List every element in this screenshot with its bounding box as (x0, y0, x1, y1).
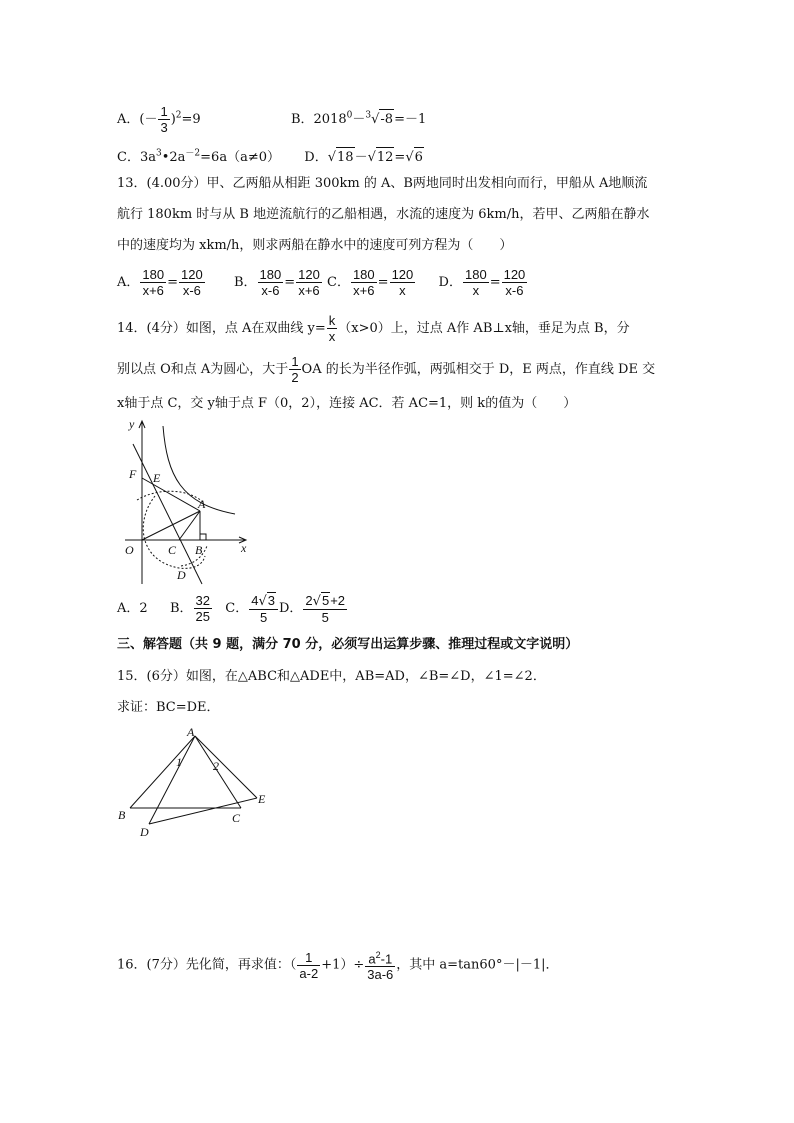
option-label: B． (233, 275, 257, 290)
exponent: －2 (185, 149, 201, 159)
label-e: E (153, 471, 161, 485)
option-label: B． (169, 601, 193, 616)
radical-sign: √ (367, 150, 376, 166)
segment-de (149, 798, 257, 824)
equals-sign: = (394, 150, 406, 166)
q14-figure (117, 416, 257, 586)
q14-option-c (225, 593, 279, 625)
label-f: F (129, 467, 137, 481)
exponent: 0 (346, 110, 353, 121)
q14-option-a: A．2 (117, 601, 148, 616)
q15-line-1: 15．(6分）如图，在△ABC和△ADE中，AB=AD，∠B=∠D，∠1=∠2． (117, 669, 546, 684)
label-b: B (118, 808, 126, 822)
q16-line (117, 948, 558, 982)
q14-line-2 (117, 354, 655, 385)
segment-ae (195, 736, 257, 798)
fraction: $\frac{180}{x-6}$ (259, 267, 282, 298)
q14-option-b (169, 593, 213, 624)
question-text: 别以点 O和点 A为圆心，大于 (117, 362, 289, 377)
fraction: $\frac{120}{x+6}$ (298, 267, 320, 298)
fraction: $\frac{1}{3}$ (160, 104, 168, 135)
q13-option-a: A． $\frac{180}{x+6}$ = $\frac{120}{x-6}$ (117, 267, 203, 298)
option-text: 3a (139, 150, 156, 166)
label-c: C (232, 811, 241, 825)
label-e: E (258, 792, 266, 806)
question-text: OA 的长为半径作弧，两弧相交于 D，E 两点，作直线 DE 交 (301, 362, 656, 377)
arc-from-a (137, 491, 203, 502)
exponent: 3 (155, 149, 162, 159)
label-o: O (125, 543, 134, 557)
option-label: D． (304, 150, 328, 166)
q13-option-b: B． $\frac{180}{x-6}$ = $\frac{120}{x+6}$ (233, 267, 320, 298)
fraction: $\frac{4√3}{5}$ (249, 592, 278, 625)
label-y: y (129, 417, 135, 431)
option-text: =9 (181, 112, 201, 127)
q12-option-c (117, 150, 284, 165)
question-text: 16．(7分）先化简，再求值：（ (117, 957, 297, 973)
right-angle-mark (200, 534, 206, 540)
fraction: $\frac{180}{x}$ (464, 267, 487, 298)
arc-from-o (143, 496, 205, 568)
label-c: C (168, 543, 177, 557)
fraction: $\frac{180}{x+6}$ (352, 267, 375, 298)
radicand: 18 (336, 147, 355, 168)
option-label: C． (327, 275, 350, 290)
label-b: B (195, 543, 203, 557)
label-a: A (187, 725, 195, 739)
q14-option-d (278, 593, 348, 625)
question-text: 14．(4分）如图，点 A在双曲线 y= (117, 321, 326, 336)
question-text: +1）÷ (321, 957, 365, 973)
radical-sign: √ (405, 150, 414, 166)
option-text: =6a（a≠0） (200, 150, 280, 166)
minus-sign: － (354, 150, 368, 166)
radical-sign: √ (371, 112, 380, 127)
question-text: （x>0）上，过点 A作 AB⊥x轴，垂足为点 B，分 (338, 321, 630, 336)
root-index: 3 (365, 110, 372, 121)
option-label: D． (438, 275, 462, 290)
fraction: $\frac{1}{2}$ (291, 354, 299, 385)
line-de (133, 444, 202, 584)
q13-line-3: 中的速度均为 xkm/h，则求两船在静水中的速度可列方程为（ ） (117, 238, 513, 253)
minus-sign: － (352, 112, 366, 127)
fraction: $\frac{32}{25}$ (195, 593, 210, 624)
option-label: B．2018 (290, 112, 347, 127)
fraction: $\frac{2√5+2}{5}$ (305, 593, 346, 625)
fraction: $\frac{k}{x}$ (328, 313, 336, 344)
radicand: -8 (379, 109, 394, 130)
q14-options (117, 592, 348, 625)
fraction: $\frac{120}{x}$ (391, 267, 414, 298)
fraction: $\frac{180}{x+6}$ (142, 267, 165, 298)
question-text: ，其中 a=tan60°－|－1|． (396, 957, 559, 973)
segment-oa (142, 511, 200, 540)
option-label: D． (278, 601, 303, 616)
section-3-title: 三、解答题（共 9 题，满分 70 分，必须写出运算步骤、推理过程或文字说明） (117, 637, 579, 652)
label-d: D (140, 825, 149, 839)
q13-line-1: 13．(4.00分）甲、乙两船从相距 300km 的 A、B两地同时出发相向而行，甲船从 A地顺流 (117, 176, 648, 191)
radical-sign: √ (327, 150, 337, 166)
option-text: =－1 (394, 112, 427, 127)
angle-label-2: 2 (213, 759, 219, 773)
segment-ac (179, 511, 200, 540)
fraction: $\frac{1}{a-2}$ (299, 949, 319, 981)
angle-label-1: 1 (176, 755, 182, 769)
q12-option-b (291, 112, 426, 127)
label-d: D (177, 568, 186, 582)
option-label: C． (225, 601, 249, 616)
option-label: A． (117, 275, 140, 290)
option-text: •2a (161, 150, 186, 166)
radicand: 6 (414, 147, 424, 168)
label-a: A (198, 497, 206, 511)
q13-option-d: D． $\frac{180}{x}$ = $\frac{120}{x-6}$ (438, 267, 526, 298)
q14-line-3: x轴于点 C，交 y轴于点 F（0，2），连接 AC．若 AC=1，则 k的值为（ ） (117, 396, 577, 411)
q12-option-cd (117, 144, 424, 168)
fraction: $\frac{120}{x-6}$ (503, 267, 526, 298)
q14-line-1 (117, 313, 630, 344)
option-label: A． (117, 112, 140, 127)
label-x: x (241, 541, 247, 555)
q15-figure (115, 722, 275, 842)
option-label: C． (117, 150, 140, 166)
exponent: 2 (175, 110, 182, 121)
q13-line-2: 航行 180km 时与从 B 地逆流航行的乙船相遇，水流的速度为 6km/h，若甲、乙两船在静水 (117, 207, 650, 222)
radicand: 12 (376, 147, 395, 168)
q13-option-c: C． $\frac{180}{x+6}$ = $\frac{120}{x}$ (327, 267, 414, 298)
q15-line-2: 求证：BC=DE． (117, 700, 220, 715)
q12-option-d (304, 150, 424, 165)
q12-option-a: A．(－ $\frac{1}{3}$ )$^2$=9 (117, 104, 201, 135)
fraction: $\frac{a^2-1}{3a-6}$ (367, 950, 394, 983)
q13-options (117, 267, 528, 298)
fraction: $\frac{120}{x-6}$ (181, 267, 203, 298)
q12-option-ab (117, 104, 426, 135)
